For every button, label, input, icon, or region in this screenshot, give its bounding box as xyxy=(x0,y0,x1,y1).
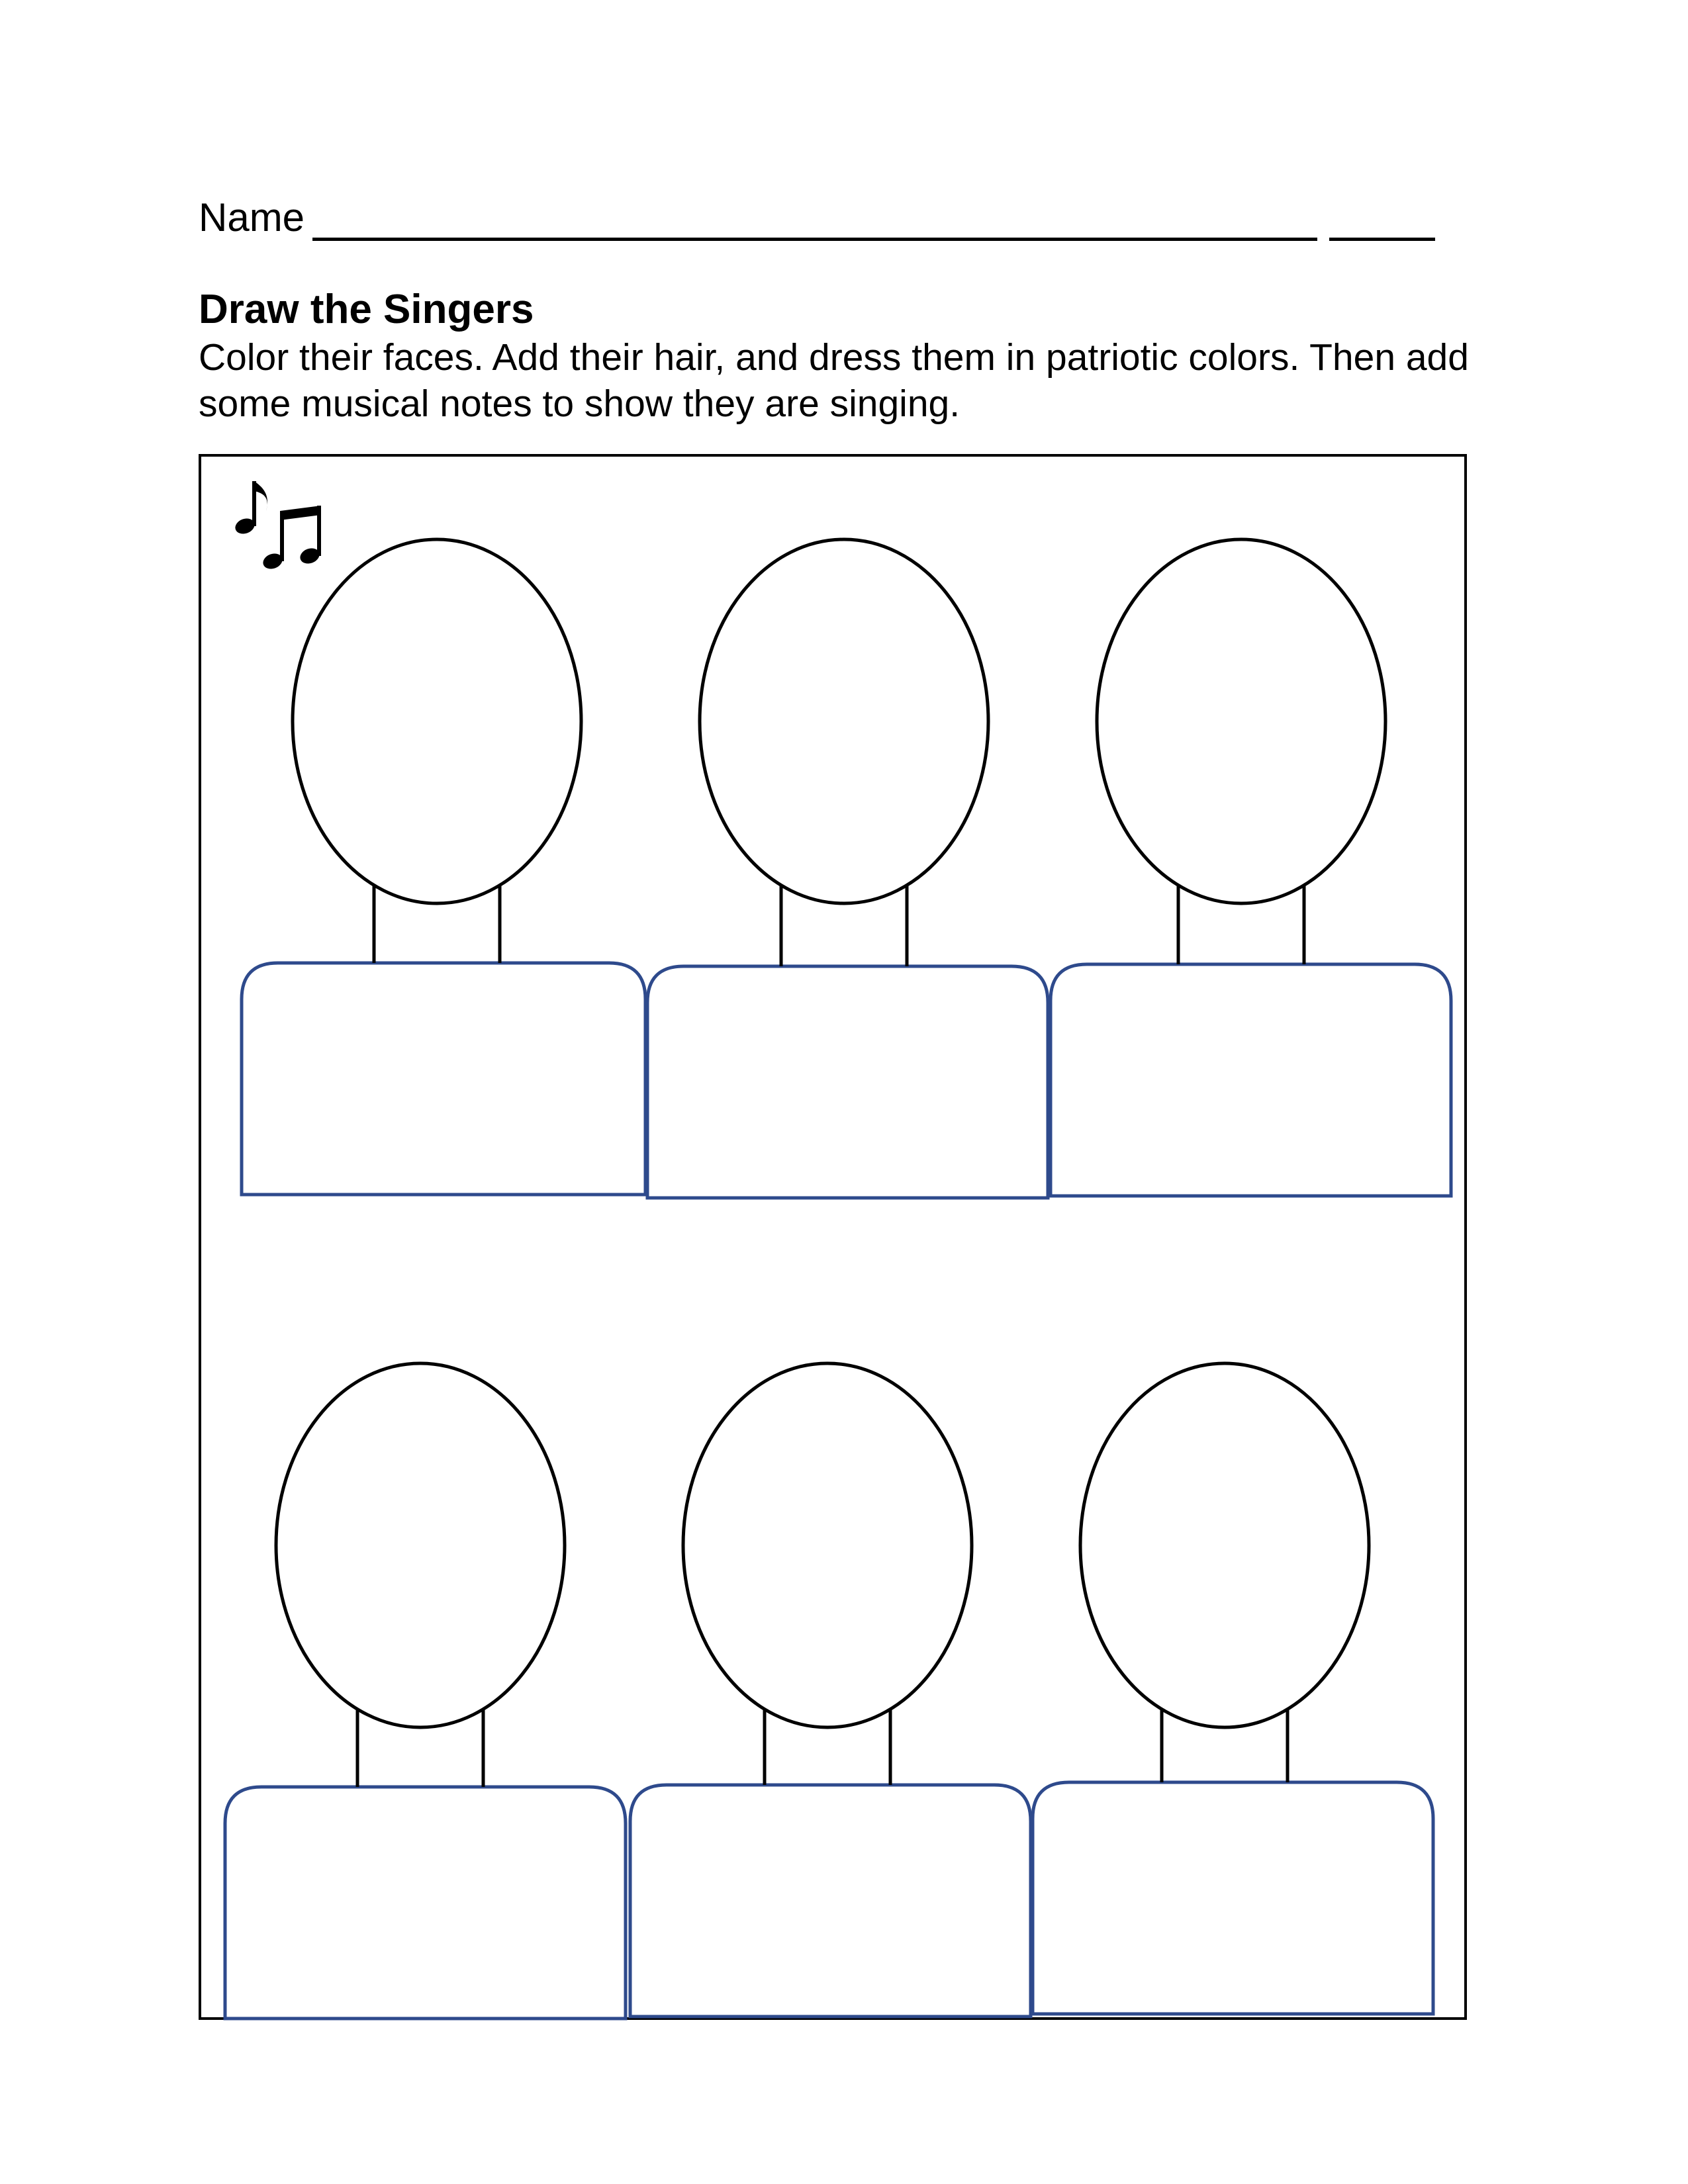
singer-head xyxy=(700,539,988,903)
singer-6 xyxy=(1033,1363,1433,2014)
singer-body xyxy=(1033,1782,1433,2014)
singer-body xyxy=(1051,964,1451,1196)
singer-body xyxy=(647,966,1048,1198)
singer-3 xyxy=(1051,539,1451,1196)
singer-5 xyxy=(630,1363,1031,2017)
singer-head xyxy=(276,1363,565,1727)
singer-2 xyxy=(647,539,1048,1198)
singer-head xyxy=(683,1363,972,1727)
singer-head xyxy=(1080,1363,1369,1727)
singer-4 xyxy=(225,1363,626,2019)
name-label: Name xyxy=(199,195,305,240)
singer-body xyxy=(630,1785,1031,2017)
singer-head xyxy=(293,539,581,903)
worksheet-instructions: Color their faces. Add their hair, and dress them in patriotic colors. Then add some musical notes to show they are singing. xyxy=(199,336,1469,425)
singer-body xyxy=(242,963,645,1195)
worksheet-title: Draw the Singers xyxy=(199,287,534,332)
singer-body xyxy=(225,1787,626,2019)
singer-head xyxy=(1097,539,1385,903)
singer-1 xyxy=(242,539,645,1195)
